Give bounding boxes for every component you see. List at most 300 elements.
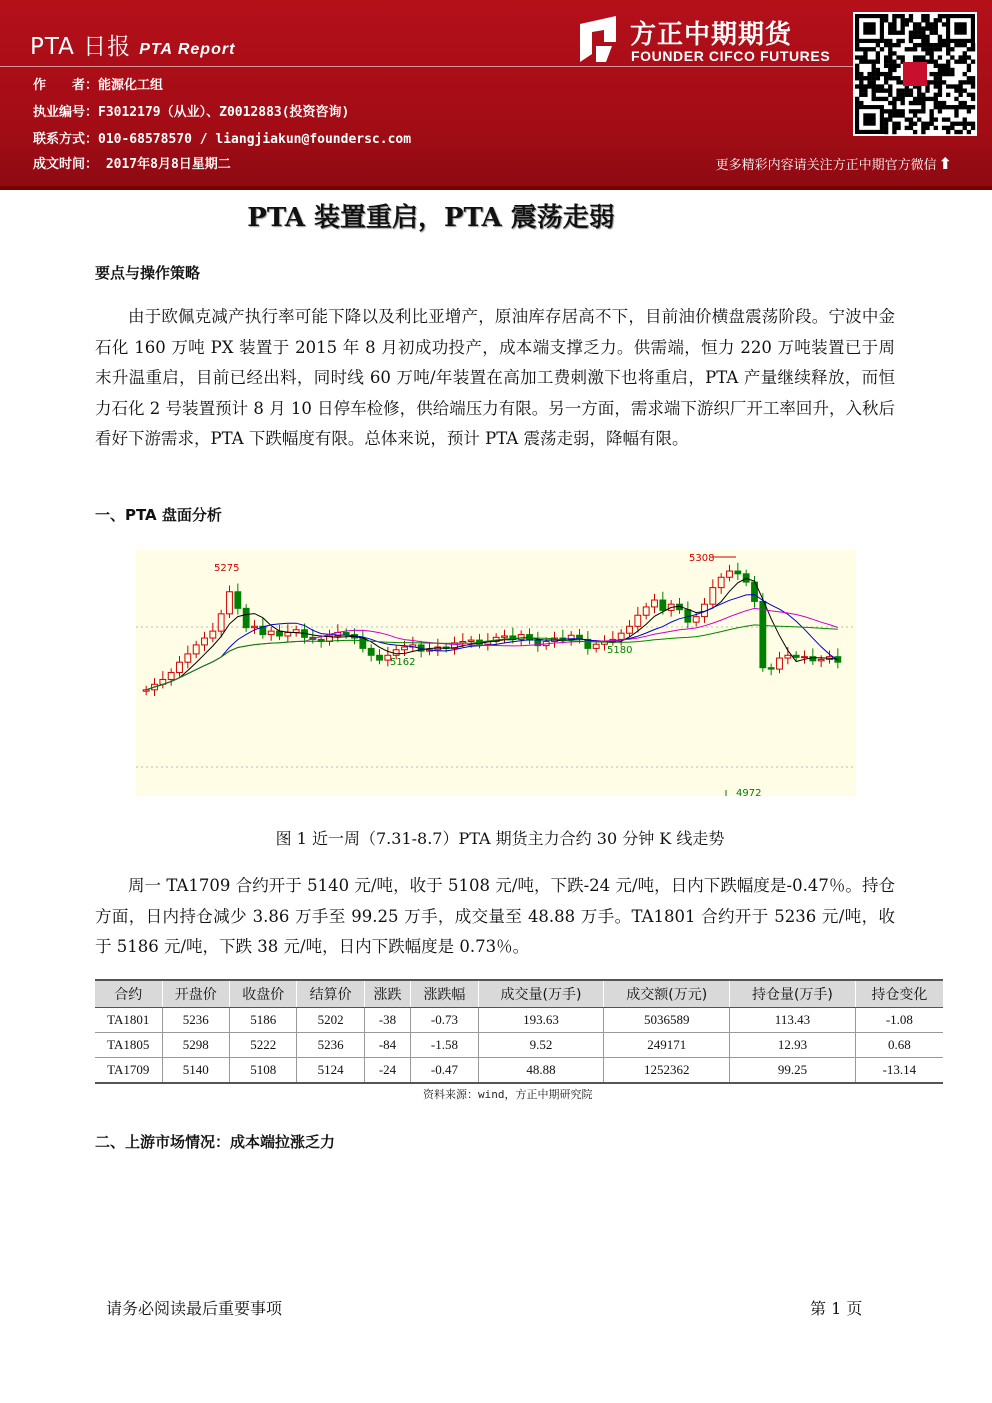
- qr-module: [909, 109, 913, 113]
- qr-module: [872, 84, 876, 88]
- qr-module: [901, 55, 905, 59]
- table-cell: 5236: [162, 1008, 229, 1033]
- qr-module: [942, 14, 946, 18]
- qr-module: [921, 97, 925, 101]
- qr-module: [934, 80, 938, 84]
- candle-body: [185, 654, 191, 662]
- qr-module: [921, 47, 925, 51]
- qr-module: [859, 84, 863, 88]
- qr-module: [880, 88, 884, 92]
- qr-module: [954, 88, 958, 92]
- qr-module: [963, 60, 967, 64]
- qr-module: [872, 64, 876, 68]
- table-cell: 0.68: [855, 1033, 943, 1058]
- qr-module: [901, 101, 905, 105]
- qr-module: [934, 93, 938, 97]
- qr-module: [946, 47, 950, 51]
- col-header: 涨跌幅: [411, 980, 478, 1008]
- candle-body: [635, 615, 641, 626]
- follow-wechat-note: [716, 154, 952, 173]
- qr-module: [934, 47, 938, 51]
- qr-module: [859, 88, 863, 92]
- qr-module: [925, 14, 929, 18]
- qr-module: [876, 55, 880, 59]
- section-heading-market: 一、PTA 盘面分析: [95, 506, 222, 524]
- qr-module: [905, 117, 909, 121]
- candle-body: [777, 658, 783, 669]
- qr-module: [859, 76, 863, 80]
- qr-module: [896, 43, 900, 47]
- moving-average-line: [146, 595, 838, 690]
- qr-module: [967, 80, 971, 84]
- qr-module: [888, 68, 892, 72]
- qr-module: [917, 31, 921, 35]
- qr-module: [938, 68, 942, 72]
- arrow-up-icon: ⬆: [938, 154, 952, 173]
- qr-module: [967, 76, 971, 80]
- qr-module: [867, 84, 871, 88]
- qr-module: [934, 76, 938, 80]
- qr-module: [913, 122, 917, 126]
- qr-module: [892, 64, 896, 68]
- data-source-note: 资料来源：wind，方正中期研究院: [423, 1088, 593, 1101]
- chart-price-label: 4972: [736, 788, 762, 796]
- qr-module: [863, 84, 867, 88]
- qr-module: [888, 60, 892, 64]
- qr-module: [938, 18, 942, 22]
- qr-module: [859, 55, 863, 59]
- qr-module: [929, 55, 933, 59]
- qr-module: [888, 72, 892, 76]
- qr-module: [934, 31, 938, 35]
- col-header: 收盘价: [230, 980, 297, 1008]
- qr-module: [917, 117, 921, 121]
- qr-module: [967, 130, 971, 134]
- qr-module: [958, 60, 962, 64]
- qr-module: [901, 26, 905, 30]
- qr-module: [921, 126, 925, 130]
- meta-date: 成文时间： 2017年8月8日星期二: [33, 157, 231, 172]
- qr-module: [938, 88, 942, 92]
- qr-module: [929, 47, 933, 51]
- candle-body: [468, 640, 474, 641]
- qr-module: [934, 18, 938, 22]
- qr-module: [934, 22, 938, 26]
- qr-module: [938, 43, 942, 47]
- report-title: [30, 28, 235, 61]
- qr-module: [929, 51, 933, 55]
- qr-module: [896, 39, 900, 43]
- qr-module: [863, 76, 867, 80]
- chart-price-label: 5162: [390, 657, 416, 668]
- qr-module: [929, 22, 933, 26]
- qr-module: [938, 101, 942, 105]
- qr-module: [909, 47, 913, 51]
- qr-module: [942, 117, 946, 121]
- qr-module: [925, 88, 929, 92]
- meta-author: 作 者：能源化工组: [33, 78, 164, 93]
- qr-module: [855, 84, 859, 88]
- qr-module: [872, 76, 876, 80]
- section-heading-upstream: 二、上游市场情况：成本端拉涨乏力: [95, 1133, 336, 1151]
- qr-module: [863, 55, 867, 59]
- qr-module: [867, 72, 871, 76]
- qr-module: [880, 47, 884, 51]
- qr-module: [884, 64, 888, 68]
- qr-module: [909, 126, 913, 130]
- qr-module: [855, 43, 859, 47]
- qr-module: [950, 126, 954, 130]
- qr-code-icon[interactable]: [853, 12, 977, 136]
- qr-module: [925, 97, 929, 101]
- qr-module: [925, 18, 929, 22]
- qr-module: [901, 39, 905, 43]
- qr-module: [963, 43, 967, 47]
- qr-module: [946, 117, 950, 121]
- qr-module: [929, 122, 933, 126]
- qr-module: [938, 80, 942, 84]
- candle-body: [710, 588, 716, 605]
- qr-module: [917, 109, 921, 113]
- qr-module: [892, 105, 896, 109]
- candle-body: [627, 626, 633, 633]
- qr-module: [946, 68, 950, 72]
- qr-module: [950, 72, 954, 76]
- table-cell: 193.63: [478, 1008, 604, 1033]
- qr-module: [876, 88, 880, 92]
- qr-module: [909, 122, 913, 126]
- qr-module: [888, 55, 892, 59]
- qr-module: [917, 101, 921, 105]
- qr-module: [921, 105, 925, 109]
- qr-module: [929, 72, 933, 76]
- candle-body: [243, 608, 249, 627]
- qr-module: [872, 72, 876, 76]
- strategy-paragraph: 由于欧佩克减产执行率可能下降以及利比亚增产，原油库存居高不下，目前油价横盘震荡阶段。宁波中金石化 160 万吨 PX 装置于 2015 年 8 月初成功投产，成本端支撑乏力。供需端，恒力 220 万吨装置已于周末升温重启，目前已经出料，同时线 60 万吨/年装置在高加工费刺激下也将重启，PTA 产量继续释放，而恒力石化 2 号装置预计 8 月 10 日停车检修，供给端压力有限。另一方面，需求端下游织厂开工率回升，入秋后看好下游需求，PTA 下跌幅度有限。总体来说，预计 PTA 震荡走弱，降幅有限。: [95, 307, 895, 448]
- qr-module: [958, 55, 962, 59]
- qr-module: [901, 18, 905, 22]
- qr-module: [929, 26, 933, 30]
- qr-module: [905, 47, 909, 51]
- qr-module: [946, 126, 950, 130]
- logo-text-cn: 方正中期期货: [630, 20, 793, 50]
- qr-module: [888, 117, 892, 121]
- qr-module: [925, 26, 929, 30]
- qr-module: [905, 22, 909, 26]
- qr-module: [958, 84, 962, 88]
- qr-module: [967, 64, 971, 68]
- candle-body: [193, 645, 199, 654]
- qr-module: [925, 35, 929, 39]
- qr-module: [896, 113, 900, 117]
- qr-module: [963, 126, 967, 130]
- qr-module: [867, 47, 871, 51]
- qr-module: [925, 43, 929, 47]
- qr-module: [884, 60, 888, 64]
- candle-body: [143, 690, 149, 691]
- qr-module: [946, 43, 950, 47]
- qr-module: [855, 47, 859, 51]
- qr-module: [934, 126, 938, 130]
- qr-module: [946, 130, 950, 134]
- candle-body: [735, 571, 741, 574]
- table-cell: 99.25: [730, 1058, 856, 1084]
- qr-module: [909, 31, 913, 35]
- qr-module: [929, 117, 933, 121]
- logo-text-en: FOUNDER CIFCO FUTURES: [631, 48, 831, 64]
- qr-module: [921, 35, 925, 39]
- qr-module: [963, 88, 967, 92]
- candle-body: [785, 655, 791, 658]
- qr-module: [892, 43, 896, 47]
- qr-module: [946, 51, 950, 55]
- report-title-en: PTA Report: [139, 41, 236, 58]
- qr-module: [896, 14, 900, 18]
- qr-module: [971, 122, 975, 126]
- qr-module: [867, 60, 871, 64]
- qr-module: [884, 117, 888, 121]
- qr-module: [938, 93, 942, 97]
- qr-module: [946, 105, 950, 109]
- qr-module: [913, 35, 917, 39]
- qr-module: [896, 31, 900, 35]
- table-cell: 5036589: [604, 1008, 730, 1033]
- qr-module: [938, 109, 942, 113]
- qr-module: [921, 18, 925, 22]
- table-cell: -0.47: [411, 1058, 478, 1084]
- col-header: 成交额(万元): [604, 980, 730, 1008]
- follow-text: 更多精彩内容请关注方正中期官方微信: [715, 158, 937, 173]
- qr-module: [967, 47, 971, 51]
- qr-module: [901, 31, 905, 35]
- qr-module: [946, 93, 950, 97]
- qr-module: [905, 88, 909, 92]
- qr-module: [946, 60, 950, 64]
- col-header: 成交量(万手): [478, 980, 604, 1008]
- qr-module: [938, 76, 942, 80]
- qr-module: [967, 122, 971, 126]
- qr-module: [855, 55, 859, 59]
- qr-module: [876, 43, 880, 47]
- col-header: 涨跌: [364, 980, 410, 1008]
- qr-module: [859, 93, 863, 97]
- table-cell: -38: [364, 1008, 410, 1033]
- qr-module: [855, 68, 859, 72]
- qr-module: [954, 43, 958, 47]
- qr-module: [942, 22, 946, 26]
- qr-module: [921, 109, 925, 113]
- candle-body: [393, 650, 399, 656]
- qr-module: [925, 47, 929, 51]
- qr-module: [888, 101, 892, 105]
- qr-module: [921, 101, 925, 105]
- qr-module: [884, 55, 888, 59]
- qr-module: [884, 122, 888, 126]
- qr-module: [934, 117, 938, 121]
- qr-module: [917, 97, 921, 101]
- table-cell: 5236: [297, 1033, 364, 1058]
- qr-module: [884, 88, 888, 92]
- qr-module: [963, 105, 967, 109]
- candle-body: [593, 644, 599, 648]
- qr-module: [892, 60, 896, 64]
- qr-module: [934, 43, 938, 47]
- qr-module: [967, 105, 971, 109]
- candle-body: [693, 617, 699, 623]
- qr-module: [971, 43, 975, 47]
- table-cell: -0.73: [411, 1008, 478, 1033]
- page-title: PTA 装置重启，PTA 震荡走弱: [247, 203, 615, 233]
- candle-body: [360, 638, 366, 648]
- qr-module: [884, 76, 888, 80]
- qr-module: [950, 55, 954, 59]
- candle-body: [768, 668, 774, 669]
- qr-module: [963, 51, 967, 55]
- qr-module: [934, 101, 938, 105]
- footer-notice: 请务必阅读最后重要事项: [106, 1299, 283, 1318]
- qr-module: [917, 93, 921, 97]
- qr-module: [888, 93, 892, 97]
- qr-module: [954, 130, 958, 134]
- qr-module: [967, 55, 971, 59]
- figure-caption: 图 1 近一周（7.31-8.7）PTA 期货主力合约 30 分钟 K 线走势: [275, 829, 725, 848]
- table-cell: 113.43: [730, 1008, 856, 1033]
- qr-module: [867, 76, 871, 80]
- qr-module: [876, 72, 880, 76]
- candle-body: [818, 659, 824, 660]
- qr-module: [888, 84, 892, 88]
- qr-module: [884, 80, 888, 84]
- candle-body: [368, 648, 374, 655]
- qr-module: [855, 97, 859, 101]
- col-header: 持仓变化: [855, 980, 943, 1008]
- qr-module: [901, 88, 905, 92]
- qr-module: [913, 97, 917, 101]
- qr-module: [855, 76, 859, 80]
- qr-module: [905, 126, 909, 130]
- candle-body: [793, 655, 799, 657]
- qr-module: [888, 64, 892, 68]
- qr-module: [859, 60, 863, 64]
- chart-price-label: 5275: [214, 563, 240, 574]
- qr-module: [905, 18, 909, 22]
- qr-module: [938, 72, 942, 76]
- qr-module: [938, 47, 942, 51]
- qr-module: [971, 105, 975, 109]
- qr-module: [929, 97, 933, 101]
- qr-module: [921, 130, 925, 134]
- qr-module: [909, 101, 913, 105]
- qr-module: [855, 101, 859, 105]
- qr-module: [917, 55, 921, 59]
- qr-module: [913, 101, 917, 105]
- table-cell: 5202: [297, 1008, 364, 1033]
- kline-chart-svg: [136, 550, 856, 796]
- qr-module: [913, 31, 917, 35]
- qr-module: [913, 109, 917, 113]
- qr-module: [958, 122, 962, 126]
- qr-module: [888, 39, 892, 43]
- table-cell: TA1709: [95, 1058, 162, 1084]
- col-header: 持仓量(万手): [730, 980, 856, 1008]
- qr-module: [909, 18, 913, 22]
- col-header: 开盘价: [162, 980, 229, 1008]
- table-cell: -24: [364, 1058, 410, 1084]
- qr-module: [942, 39, 946, 43]
- moving-average-line: [146, 625, 838, 690]
- qr-module: [901, 14, 905, 18]
- qr-module: [934, 60, 938, 64]
- qr-module: [859, 72, 863, 76]
- qr-module: [855, 64, 859, 68]
- qr-module: [934, 97, 938, 101]
- qr-module: [884, 72, 888, 76]
- qr-module: [888, 109, 892, 113]
- qr-module: [892, 26, 896, 30]
- candle-body: [377, 655, 383, 660]
- qr-module: [872, 80, 876, 84]
- candle-body: [252, 626, 258, 627]
- candle-body: [285, 633, 291, 636]
- candle-body: [218, 614, 224, 631]
- qr-module: [942, 43, 946, 47]
- kline-chart: [136, 550, 856, 796]
- qr-module: [896, 109, 900, 113]
- qr-module: [954, 84, 958, 88]
- qr-module: [963, 55, 967, 59]
- qr-module: [876, 51, 880, 55]
- qr-module: [892, 113, 896, 117]
- qr-module: [896, 88, 900, 92]
- contract-table: [95, 979, 943, 1084]
- qr-module: [934, 64, 938, 68]
- qr-module: [909, 93, 913, 97]
- qr-module: [913, 130, 917, 134]
- qr-module: [884, 39, 888, 43]
- candle-body: [760, 601, 766, 667]
- qr-module: [954, 105, 958, 109]
- qr-module: [917, 43, 921, 47]
- qr-module: [855, 72, 859, 76]
- qr-module: [888, 76, 892, 80]
- qr-module: [954, 109, 958, 113]
- chart-price-label: 5180: [607, 645, 633, 656]
- qr-module: [934, 72, 938, 76]
- qr-module: [892, 68, 896, 72]
- qr-module: [942, 80, 946, 84]
- section-heading-strategy: 要点与操作策略: [95, 264, 201, 282]
- qr-module: [888, 113, 892, 117]
- qr-module: [950, 68, 954, 72]
- candle-body: [718, 577, 724, 587]
- qr-module: [934, 84, 938, 88]
- table-cell: 9.52: [478, 1033, 604, 1058]
- col-header: 合约: [95, 980, 162, 1008]
- qr-module: [892, 109, 896, 113]
- candle-body: [802, 657, 808, 658]
- qr-finder: [863, 22, 875, 34]
- qr-module: [913, 47, 917, 51]
- qr-module: [884, 97, 888, 101]
- candle-body: [502, 636, 508, 637]
- qr-module: [938, 105, 942, 109]
- qr-module: [867, 80, 871, 84]
- table-cell: 12.93: [730, 1033, 856, 1058]
- candle-body: [618, 633, 624, 639]
- qr-module: [913, 43, 917, 47]
- qr-module: [888, 43, 892, 47]
- qr-module: [892, 31, 896, 35]
